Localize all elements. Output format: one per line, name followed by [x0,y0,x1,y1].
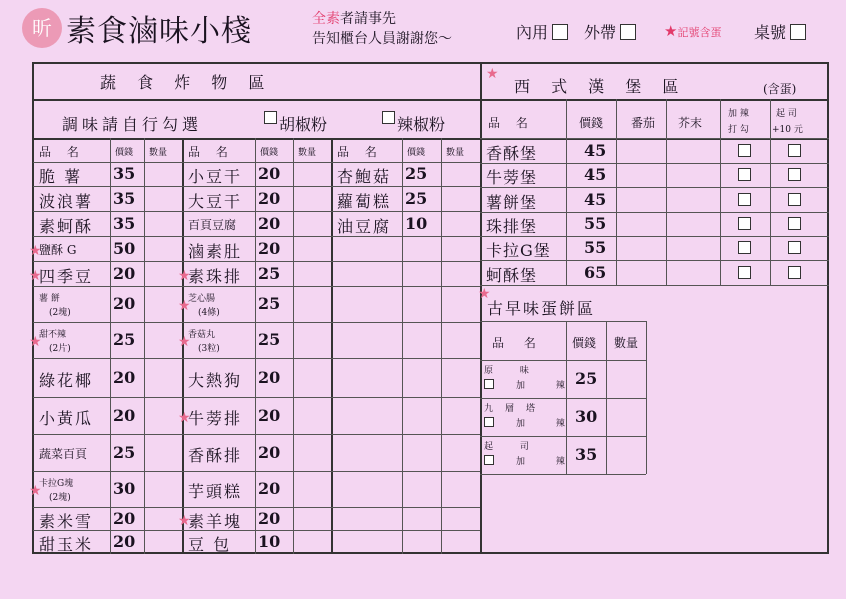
egg-star-icon: ★ [178,298,191,314]
egg-star-icon: ★ [178,512,191,529]
item-price: 25 [113,442,136,462]
fried-header-name: 品 名 [39,145,85,159]
burger-header-spicy-1: 加 辣 [728,109,749,119]
grid-line [566,99,567,285]
grid-line [666,99,667,285]
item-price: 20 [258,164,281,183]
chili-label: 辣椒粉 [397,115,446,134]
item-price: 10 [405,213,428,233]
egg-star-icon: ★ [486,66,499,82]
burger-header-cheese-2: +10 元 [772,125,803,135]
pepper-checkbox[interactable] [264,111,277,124]
item-price: 45 [584,165,607,184]
grid-line [33,162,480,163]
item-name: 香酥堡 [486,143,538,163]
egg-note [664,22,721,40]
spicy-option-label: 加 辣 [516,457,579,467]
egg-header-price: 價錢 [572,336,597,350]
grid-line [480,360,646,361]
fried-header-price: 價錢 [115,148,134,158]
item-name: 薯餅堡 [486,192,538,212]
notice-text: 者請事先 [340,11,396,27]
item-price: 20 [258,213,281,233]
grid-line [33,261,480,262]
item-name: 豆 包 [188,535,232,554]
item-name: 百頁豆腐 [188,217,237,232]
egg-note-text: 記號含蛋 [677,26,722,39]
egg-pancake-title: 古早味蛋餅區 [487,299,596,318]
grid-line [33,322,480,323]
cheese-checkbox[interactable] [788,144,801,157]
egg-star-icon: ★ [29,483,42,499]
spicy-checkbox[interactable] [484,455,494,465]
table-number [754,20,806,43]
item-name: 素珠排 [188,266,243,286]
grid-line [720,99,721,285]
grid-line [616,99,617,285]
item-price: 20 [258,238,281,258]
spicy-checkbox[interactable] [484,379,494,389]
spicy-checkbox[interactable] [738,217,751,230]
spicy-checkbox[interactable] [484,417,494,427]
egg-star-icon: ★ [29,242,42,259]
item-name: 波浪薯 [39,191,94,211]
notice-line-2: 告知櫃台人員謝謝您～ [312,31,452,47]
fried-header-name: 品 名 [337,145,383,159]
grid-line [441,138,442,554]
egg-star-icon: ★ [178,409,191,426]
item-portion: (2塊) [49,493,71,503]
item-name: 牛蒡堡 [486,168,538,187]
spicy-checkbox[interactable] [738,266,751,279]
item-price: 20 [113,405,136,425]
item-name: 小豆干 [188,167,243,186]
item-name: 牛蒡排 [188,408,243,428]
item-price: 20 [113,508,136,528]
item-price: 20 [258,442,281,462]
item-price: 20 [113,294,136,313]
item-price: 65 [584,262,607,282]
burger-header-spicy-2: 打 勾 [728,125,749,135]
spicy-option-label: 加 辣 [516,381,579,391]
order-type-options [516,20,636,43]
spicy-option-label: 加 辣 [516,419,579,429]
item-price: 55 [584,238,607,257]
grid-line [293,138,294,554]
dine-in-checkbox[interactable] [552,24,568,40]
item-name: 蚵酥堡 [486,265,538,285]
grid-line [33,211,480,212]
item-price: 10 [258,532,281,551]
item-name: 綠花椰 [39,370,94,390]
item-price: 35 [113,164,136,183]
item-price: 20 [258,479,281,498]
fried-section-title: 蔬 食 炸 物 區 [100,73,273,92]
item-price: 45 [584,140,607,160]
cheese-checkbox[interactable] [788,193,801,206]
egg-header-name: 品 名 [492,336,544,350]
item-name: 甜玉米 [39,535,94,554]
item-price: 20 [113,263,136,283]
grid-line [110,138,111,554]
grid-line [480,321,646,322]
grid-line [33,507,480,508]
item-name: 大豆干 [188,191,243,211]
burger-header-cheese-1: 起 司 [776,109,797,119]
egg-star-icon: ★ [178,334,191,350]
item-name: 薯 餅 [39,294,60,304]
cheese-checkbox[interactable] [788,217,801,230]
item-price: 45 [584,189,607,209]
item-price: 25 [575,369,598,388]
item-price: 55 [584,214,607,233]
item-portion: (3粒) [198,344,220,354]
item-name: 九層塔 [484,404,548,414]
grid-line [480,138,829,139]
item-price: 20 [113,532,136,551]
grid-line [770,99,771,285]
grid-line [255,138,256,554]
egg-star-icon: ★ [178,267,191,284]
grid-line [33,397,480,398]
item-name: 蘿蔔糕 [337,191,392,211]
item-price: 25 [258,263,281,283]
fried-header-price: 價錢 [260,148,279,158]
takeout-checkbox[interactable] [620,24,636,40]
egg-star-icon: ★ [478,286,491,302]
item-price: 20 [113,367,136,387]
grid-line [33,99,829,101]
notice-line-1 [312,8,396,28]
item-price: 25 [258,330,281,349]
item-name: 卡拉G塊 [39,479,74,489]
fried-header-qty: 數量 [298,148,317,158]
item-price: 35 [575,445,598,464]
shop-name: 素食滷味小棧 [66,14,252,49]
burger-section-title: 西 式 漢 堡 區 [514,77,687,96]
item-price: 25 [113,330,136,349]
vegan-label: 全素 [312,11,340,27]
grid-line [480,398,646,399]
item-price: 20 [258,508,281,528]
egg-star-icon: ★ [29,334,42,350]
item-price: 35 [113,188,136,208]
item-name: 脆 薯 [39,167,83,186]
item-portion: (4條) [198,308,220,318]
item-name: 芋頭糕 [188,482,243,501]
item-portion: (2片) [49,344,71,354]
item-price: 30 [113,479,136,498]
grid-line [33,434,480,435]
item-price: 25 [405,164,428,183]
fried-header-price: 價錢 [407,148,426,158]
pepper-label: 胡椒粉 [279,115,328,134]
table-number-label: 桌號 [754,23,787,42]
item-name: 卡拉G堡 [486,241,551,260]
egg-header-qty: 數量 [614,336,639,350]
grid-line [646,321,647,474]
spicy-checkbox[interactable] [738,168,751,181]
item-name: 小黃瓜 [39,408,94,428]
item-name: 香菇丸 [188,330,216,340]
spicy-checkbox[interactable] [738,144,751,157]
star-icon: ★ [664,22,678,40]
item-name: 香酥排 [188,445,243,465]
item-price: 25 [258,294,281,313]
grid-line [33,236,480,237]
table-number-box[interactable] [790,24,806,40]
item-name: 素米雪 [39,511,94,531]
item-name: 大熱狗 [188,370,243,390]
item-name: 素羊塊 [188,511,243,531]
grid-line [33,471,480,472]
item-name: 甜不辣 [39,330,67,340]
grid-line [331,138,333,554]
spicy-checkbox[interactable] [738,241,751,254]
fried-header-qty: 數量 [446,148,465,158]
seasoning-label: 調味請自行勾選 [62,115,203,134]
item-name: 四季豆 [39,266,94,286]
fried-header-name: 品 名 [188,145,234,159]
grid-line [33,358,480,359]
item-price: 20 [258,367,281,387]
item-price: 20 [258,405,281,425]
item-name: 芝心腸 [188,294,216,304]
item-price: 20 [258,188,281,208]
fried-header-qty: 數量 [149,148,168,158]
burger-header-tomato: 番茄 [631,116,656,130]
burger-header-name: 品 名 [488,116,534,130]
egg-star-icon: ★ [29,267,42,284]
cheese-checkbox[interactable] [788,266,801,279]
item-name: 原 味 [484,366,541,376]
item-price: 35 [113,213,136,233]
spicy-checkbox[interactable] [738,193,751,206]
dine-in-label: 內用 [516,23,549,42]
grid-line [33,186,480,187]
grid-line [144,138,145,554]
item-name: 起 司 [484,442,541,452]
cheese-checkbox[interactable] [788,168,801,181]
logo: 昕 [22,8,62,48]
item-name: 滷素肚 [188,241,243,261]
item-price: 30 [575,407,598,426]
menu-frame [32,62,829,554]
item-name: 油豆腐 [337,216,392,236]
grid-line [480,436,646,437]
burger-header-price: 價錢 [579,116,604,130]
burger-title-note: (含蛋) [763,82,797,96]
item-name: 鹽酥 G [39,242,77,257]
grid-line [480,63,482,554]
item-price: 50 [113,238,136,258]
grid-line [402,138,403,554]
burger-header-mustard: 芥末 [678,116,703,130]
item-name: 素蚵酥 [39,216,94,236]
takeout-label: 外帶 [584,23,617,42]
grid-line [33,530,480,531]
item-name: 蔬菜百頁 [39,446,88,461]
chili-checkbox[interactable] [382,111,395,124]
grid-line [480,474,646,475]
cheese-checkbox[interactable] [788,241,801,254]
item-name: 杏鮑菇 [337,167,392,186]
item-price: 25 [405,188,428,208]
grid-line [33,286,480,287]
item-name: 珠排堡 [486,217,538,236]
item-portion: (2塊) [49,308,71,318]
